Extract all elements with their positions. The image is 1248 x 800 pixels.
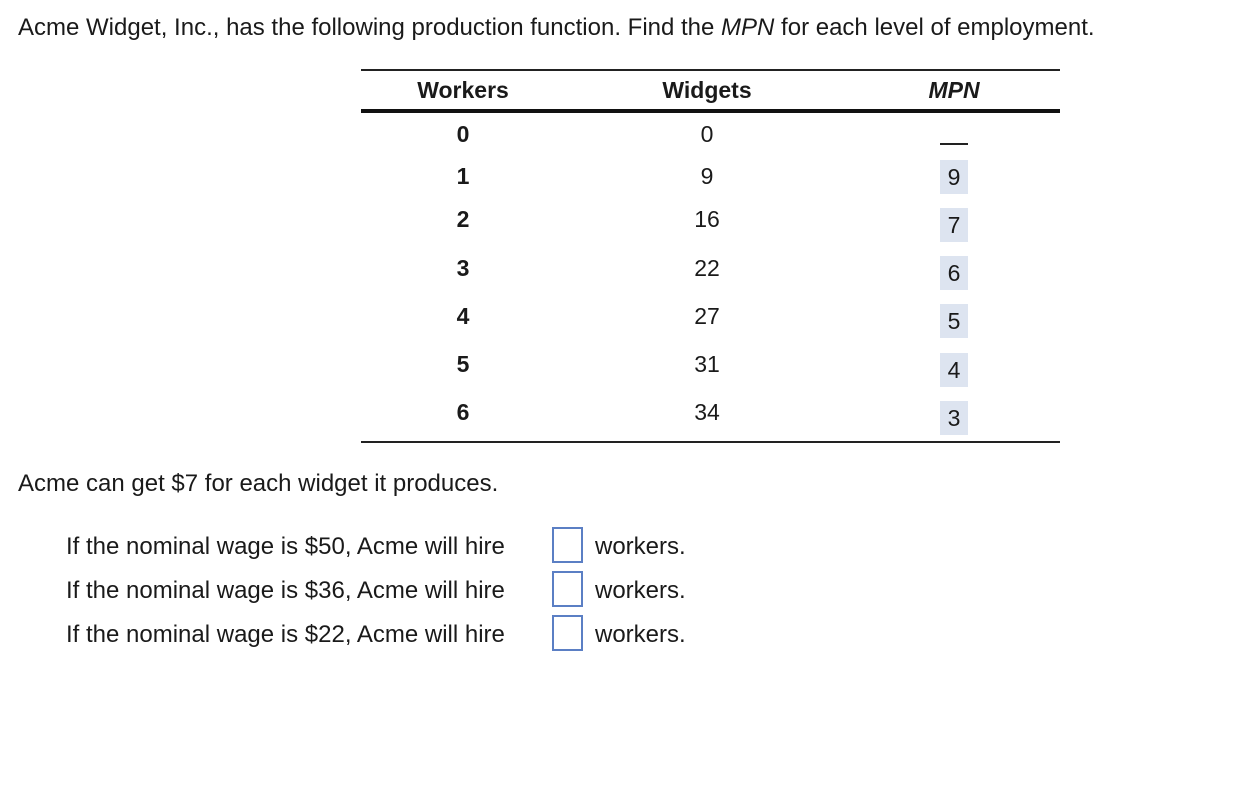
- mpn-answer-box[interactable]: 9: [940, 160, 968, 194]
- question-part-1: Acme Widget, Inc., has the following production function. Find the: [18, 14, 722, 41]
- header-widgets: Widgets: [662, 77, 752, 103]
- widgets-cell: 34: [694, 399, 720, 425]
- hire-suffix: workers.: [595, 621, 686, 648]
- widgets-cell: 0: [700, 121, 714, 147]
- mpn-answer-box[interactable]: 5: [940, 304, 968, 338]
- workers-cell: 3: [456, 255, 470, 281]
- mpn-answer-box[interactable]: 7: [940, 208, 968, 242]
- mpn-answer-box[interactable]: 3: [940, 401, 968, 435]
- mpn-answer-box[interactable]: 6: [940, 256, 968, 290]
- hire-prefix: If the nominal wage is $36, Acme will hire: [66, 577, 505, 604]
- question-mpn-term: MPN: [721, 14, 775, 41]
- hire-prefix: If the nominal wage is $22, Acme will hire: [66, 621, 505, 648]
- workers-cell: 4: [456, 303, 470, 329]
- widgets-cell: 9: [700, 163, 714, 189]
- hire-answer-input[interactable]: [552, 615, 583, 651]
- table-body: [361, 113, 1060, 441]
- workers-cell: 6: [456, 399, 470, 425]
- workers-cell: 2: [456, 206, 470, 232]
- table-header-row: [361, 71, 1060, 109]
- hire-suffix: workers.: [595, 533, 686, 560]
- mpn-dash: [940, 143, 968, 145]
- hire-suffix: workers.: [595, 577, 686, 604]
- question-text: [18, 14, 1095, 42]
- widgets-cell: 27: [694, 303, 720, 329]
- table-bottom-rule: [361, 441, 1060, 443]
- workers-cell: 1: [456, 163, 470, 189]
- price-statement: Acme can get $7 for each widget it produces.: [18, 470, 499, 497]
- question-part-2: for each level of employment.: [774, 14, 1095, 41]
- workers-cell: 0: [456, 121, 470, 147]
- hire-answer-input[interactable]: [552, 527, 583, 563]
- mpn-answer-box[interactable]: 4: [940, 353, 968, 387]
- hire-prefix: If the nominal wage is $50, Acme will hire: [66, 533, 505, 560]
- widgets-cell: 31: [694, 351, 720, 377]
- production-table: [361, 69, 1060, 443]
- header-workers: Workers: [417, 77, 509, 103]
- workers-cell: 5: [456, 351, 470, 377]
- widgets-cell: 16: [694, 206, 720, 232]
- widgets-cell: 22: [694, 255, 720, 281]
- hire-answer-input[interactable]: [552, 571, 583, 607]
- header-mpn: MPN: [928, 77, 980, 103]
